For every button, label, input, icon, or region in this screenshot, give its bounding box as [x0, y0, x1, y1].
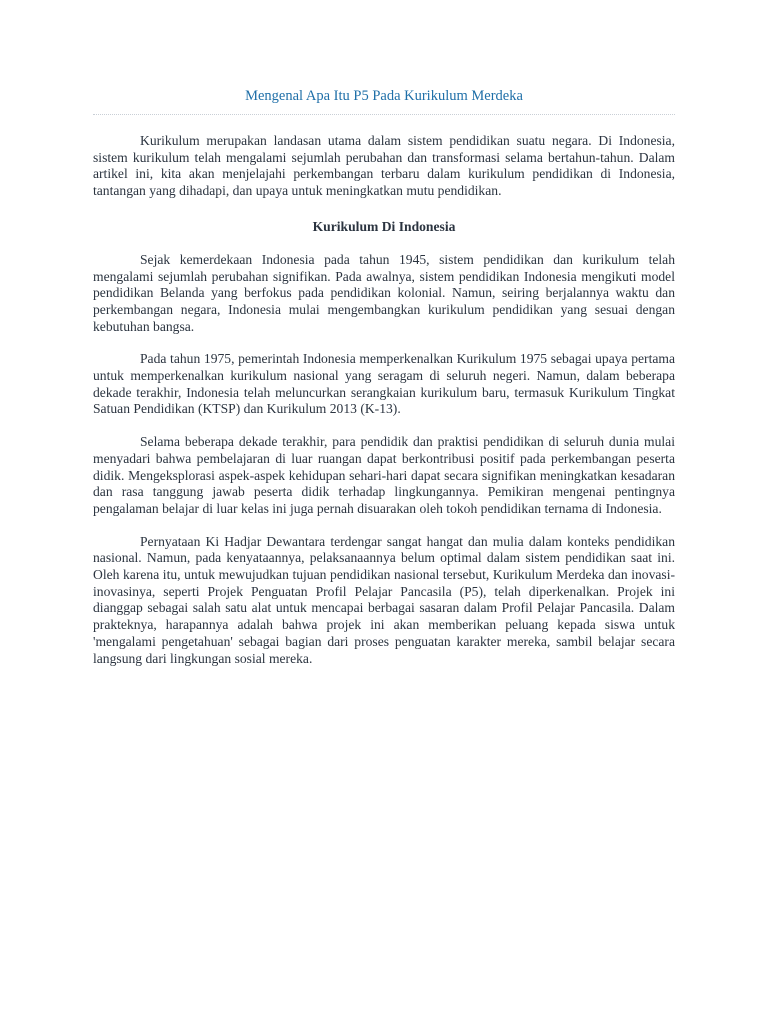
document-title: Mengenal Apa Itu P5 Pada Kurikulum Merdeka [245, 88, 523, 104]
body-paragraph-1: Sejak kemerdekaan Indonesia pada tahun 1945, sistem pendidikan dan kurikulum telah mengalami sejumlah perubahan signifikan. Pada awalnya, sistem pendidikan Indonesia mengikuti model pendidikan Belanda yang berfokus pada pendidikan kolonial. Namun, seiring berjalannya waktu dan perkembangan negara, Indonesia mulai mengembangkan kurikulum pendidikan yang sesuai dengan kebutuhan bangsa. [93, 251, 675, 334]
section-heading: Kurikulum Di Indonesia [312, 218, 456, 234]
paragraph-gap [93, 418, 675, 434]
title-divider [93, 114, 675, 115]
document-page [93, 86, 675, 667]
intro-paragraph: Kurikulum merupakan landasan utama dalam sistem pendidikan suatu negara. Di Indonesia, sistem kurikulum telah mengalami sejumlah perubahan dan transformasi selama bertahun-tahun. Dalam artikel ini, kita akan menjelajahi perkembangan terbaru dalam kurikulum pendidikan di Indonesia, tantangan yang dihadapi, dan upaya untuk meningkatkan mutu pendidikan. [93, 133, 675, 199]
paragraph-gap [93, 518, 675, 534]
body-paragraph-4: Pernyataan Ki Hadjar Dewantara terdengar sangat hangat dan mulia dalam konteks pendidikan nasional. Namun, pada kenyataannya, pelaksanaannya belum optimal dalam sistem pendidikan saat ini. Oleh karena itu, untuk mewujudkan tujuan pendidikan nasional tersebut, Kurikulum Merdeka dan inovasi-inovasinya, seperti Projek Penguatan Profil Pelajar Pancasila (P5), telah diperkenalkan. Projek ini dianggap sebagai salah satu alat untuk mencapai berbagai sasaran dalam Profil Pelajar Pancasila. Dalam prakteknya, harapannya adalah bahwa projek ini akan memberikan peluang kepada siswa untuk 'mengalami pengetahuan' sebagai bagian dari proses penguatan karakter mereka, sambil belajar secara langsung dari lingkungan sosial mereka. [93, 533, 675, 666]
body-paragraph-2: Pada tahun 1975, pemerintah Indonesia memperkenalkan Kurikulum 1975 sebagai upaya pertama untuk memperkenalkan kurikulum nasional yang seragam di seluruh negeri. Namun, dalam beberapa dekade terakhir, Indonesia telah meluncurkan serangkaian kurikulum baru, termasuk Kurikulum Tingkat Satuan Pendidikan (KTSP) dan Kurikulum 2013 (K-13). [93, 351, 675, 417]
paragraph-gap [93, 335, 675, 351]
body-paragraph-3: Selama beberapa dekade terakhir, para pendidik dan praktisi pendidikan di seluruh dunia mulai menyadari bahwa pembelajaran di luar ruangan dapat berkontribusi positif pada perkembangan peserta didik. Mengeksplorasi aspek-aspek kehidupan sehari-hari dapat secara signifikan meningkatkan kesadaran dan rasa tanggung jawab peserta didik terhadap lingkungannya. Pemikiran mengenai pentingnya pengalaman belajar di luar kelas ini juga pernah disuarakan oleh tokoh pendidikan ternama di Indonesia. [93, 434, 675, 516]
